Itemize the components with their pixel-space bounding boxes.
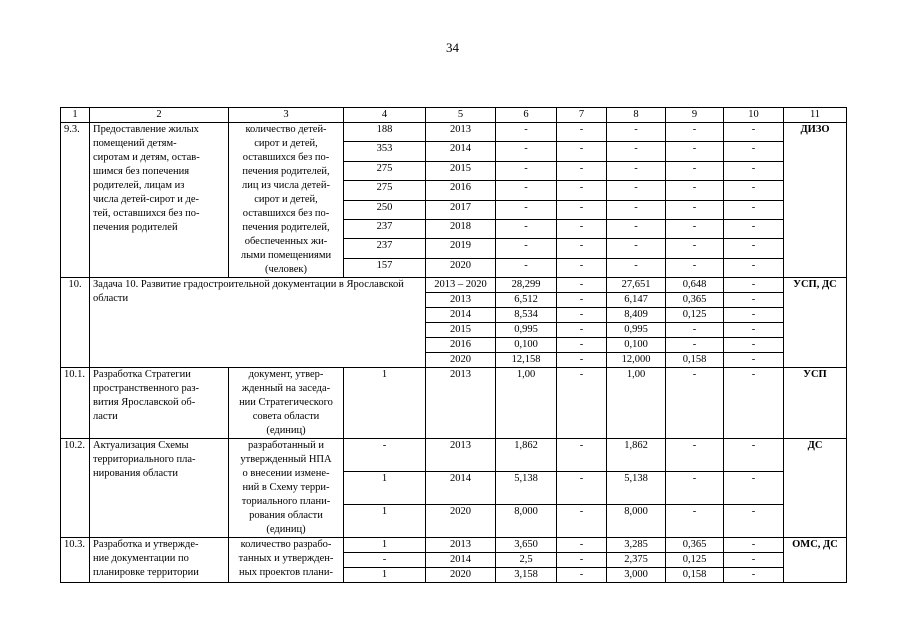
value-cell: - xyxy=(666,472,724,505)
responsible: УСП, ДС xyxy=(784,278,847,368)
table-row xyxy=(61,123,847,142)
value-cell: 0,158 xyxy=(666,353,724,368)
column-header: 2 xyxy=(90,108,229,123)
value-cell: 2020 xyxy=(426,568,496,583)
column-header: 6 xyxy=(496,108,557,123)
value-cell: 2015 xyxy=(426,323,496,338)
value-cell: 2013 xyxy=(426,538,496,553)
value-cell: 0,100 xyxy=(607,338,666,353)
column-header: 10 xyxy=(724,108,784,123)
value-cell: - xyxy=(496,181,557,200)
value-cell: - xyxy=(557,181,607,200)
item-name: Разработка и утвержде- ние документации по планировке территории xyxy=(90,538,229,583)
value-cell: - xyxy=(724,219,784,238)
value-cell: 1 xyxy=(344,538,426,553)
value-cell: - xyxy=(496,219,557,238)
value-cell: - xyxy=(724,181,784,200)
column-header: 3 xyxy=(229,108,344,123)
value-cell: 237 xyxy=(344,239,426,258)
value-cell: 2020 xyxy=(426,353,496,368)
item-name: Предоставление жилых помещений детям- сиротам и детям, остав- шимся без попечения родителей, лицам из числа детей-сирот и де- тей, оставшихся без по- печения родителей xyxy=(90,123,229,278)
value-cell: - xyxy=(607,239,666,258)
column-header: 9 xyxy=(666,108,724,123)
program-table xyxy=(60,107,847,583)
value-cell: 1 xyxy=(344,505,426,538)
responsible: ДС xyxy=(784,439,847,538)
value-cell: - xyxy=(607,258,666,277)
value-cell: - xyxy=(557,278,607,293)
item-indicator: разработанный и утвержденный НПА о внесении измене- ний в Схему терри- ториального плани- рования области (единиц) xyxy=(229,439,344,538)
value-cell: - xyxy=(607,200,666,219)
value-cell: - xyxy=(724,323,784,338)
value-cell: 0,365 xyxy=(666,538,724,553)
value-cell: 353 xyxy=(344,142,426,161)
value-cell: - xyxy=(724,258,784,277)
value-cell: - xyxy=(724,308,784,323)
value-cell: - xyxy=(557,258,607,277)
value-cell: 2020 xyxy=(426,258,496,277)
value-cell: - xyxy=(557,161,607,180)
value-cell: - xyxy=(607,181,666,200)
value-cell: - xyxy=(666,219,724,238)
value-cell: - xyxy=(724,439,784,472)
value-cell: 275 xyxy=(344,161,426,180)
item-indicator: документ, утвер- жденный на заседа- нии Стратегического совета области (единиц) xyxy=(229,368,344,439)
value-cell: 0,995 xyxy=(496,323,557,338)
value-cell: - xyxy=(666,368,724,439)
item-name: Актуализация Схемы территориального пла- нирования области xyxy=(90,439,229,538)
value-cell: - xyxy=(496,239,557,258)
value-cell: - xyxy=(724,505,784,538)
value-cell: - xyxy=(557,293,607,308)
value-cell: - xyxy=(724,553,784,568)
value-cell: 5,138 xyxy=(607,472,666,505)
value-cell: - xyxy=(666,258,724,277)
value-cell: - xyxy=(557,353,607,368)
value-cell: - xyxy=(724,142,784,161)
value-cell: - xyxy=(666,239,724,258)
value-cell: - xyxy=(724,538,784,553)
value-cell: - xyxy=(724,568,784,583)
value-cell: 2013 xyxy=(426,368,496,439)
value-cell: - xyxy=(724,239,784,258)
value-cell: - xyxy=(557,538,607,553)
value-cell: - xyxy=(724,338,784,353)
column-header: 7 xyxy=(557,108,607,123)
value-cell: - xyxy=(557,323,607,338)
value-cell: 157 xyxy=(344,258,426,277)
value-cell: - xyxy=(557,439,607,472)
value-cell: 8,000 xyxy=(607,505,666,538)
value-cell: - xyxy=(557,568,607,583)
value-cell: - xyxy=(344,439,426,472)
item-number: 10.3. xyxy=(61,538,90,583)
value-cell: 12,158 xyxy=(496,353,557,368)
value-cell: 2,375 xyxy=(607,553,666,568)
value-cell: 8,000 xyxy=(496,505,557,538)
table-row xyxy=(61,538,847,553)
column-header: 8 xyxy=(607,108,666,123)
value-cell: - xyxy=(724,293,784,308)
value-cell: 1,00 xyxy=(496,368,557,439)
value-cell: - xyxy=(557,472,607,505)
value-cell: - xyxy=(724,200,784,219)
value-cell: - xyxy=(557,200,607,219)
task-title: Задача 10. Развитие градостроительной документации в Ярославской области xyxy=(90,278,426,368)
value-cell: 2019 xyxy=(426,239,496,258)
table-row xyxy=(61,278,847,293)
value-cell: - xyxy=(724,161,784,180)
value-cell: 8,534 xyxy=(496,308,557,323)
table-body xyxy=(61,108,847,583)
value-cell: 2014 xyxy=(426,553,496,568)
value-cell: 1,862 xyxy=(607,439,666,472)
value-cell: - xyxy=(724,368,784,439)
column-header: 4 xyxy=(344,108,426,123)
item-number: 10.2. xyxy=(61,439,90,538)
value-cell: - xyxy=(557,219,607,238)
page-number: 34 xyxy=(446,40,459,55)
value-cell: 2016 xyxy=(426,338,496,353)
value-cell: - xyxy=(496,161,557,180)
value-cell: 237 xyxy=(344,219,426,238)
column-header: 5 xyxy=(426,108,496,123)
value-cell: 3,000 xyxy=(607,568,666,583)
value-cell: 3,158 xyxy=(496,568,557,583)
value-cell: 1 xyxy=(344,568,426,583)
value-cell: 2,5 xyxy=(496,553,557,568)
value-cell: 28,299 xyxy=(496,278,557,293)
value-cell: 2014 xyxy=(426,308,496,323)
value-cell: 27,651 xyxy=(607,278,666,293)
value-cell: 0,125 xyxy=(666,553,724,568)
value-cell: 0,995 xyxy=(607,323,666,338)
value-cell: - xyxy=(557,505,607,538)
value-cell: 250 xyxy=(344,200,426,219)
value-cell: 1 xyxy=(344,472,426,505)
responsible: ОМС, ДС xyxy=(784,538,847,583)
value-cell: 2018 xyxy=(426,219,496,238)
value-cell: - xyxy=(344,553,426,568)
value-cell: 1,00 xyxy=(607,368,666,439)
value-cell: 2013 – 2020 xyxy=(426,278,496,293)
value-cell: 2014 xyxy=(426,472,496,505)
responsible: ДИЗО xyxy=(784,123,847,278)
value-cell: 3,285 xyxy=(607,538,666,553)
value-cell: - xyxy=(666,200,724,219)
value-cell: 12,000 xyxy=(607,353,666,368)
value-cell: 8,409 xyxy=(607,308,666,323)
value-cell: - xyxy=(557,338,607,353)
value-cell: 0,125 xyxy=(666,308,724,323)
value-cell: - xyxy=(557,239,607,258)
value-cell: 2013 xyxy=(426,439,496,472)
item-number: 10. xyxy=(61,278,90,368)
value-cell: 6,512 xyxy=(496,293,557,308)
value-cell: - xyxy=(557,123,607,142)
value-cell: - xyxy=(607,142,666,161)
table-row xyxy=(61,368,847,439)
item-indicator: количество разрабо- танных и утвержден- ных проектов плани- xyxy=(229,538,344,583)
value-cell: - xyxy=(607,123,666,142)
value-cell: 2020 xyxy=(426,505,496,538)
value-cell: 0,365 xyxy=(666,293,724,308)
value-cell: - xyxy=(666,142,724,161)
value-cell: 2017 xyxy=(426,200,496,219)
value-cell: 2016 xyxy=(426,181,496,200)
value-cell: - xyxy=(607,219,666,238)
value-cell: - xyxy=(666,439,724,472)
responsible: УСП xyxy=(784,368,847,439)
value-cell: 3,650 xyxy=(496,538,557,553)
value-cell: - xyxy=(496,123,557,142)
value-cell: - xyxy=(724,123,784,142)
value-cell: - xyxy=(557,308,607,323)
item-name: Разработка Стратегии пространственного раз- вития Ярославской об- ласти xyxy=(90,368,229,439)
value-cell: 275 xyxy=(344,181,426,200)
value-cell: - xyxy=(724,353,784,368)
item-number: 9.3. xyxy=(61,123,90,278)
value-cell: - xyxy=(557,553,607,568)
value-cell: - xyxy=(724,278,784,293)
value-cell: - xyxy=(496,200,557,219)
value-cell: 2013 xyxy=(426,293,496,308)
value-cell: 2014 xyxy=(426,142,496,161)
header-row xyxy=(61,108,847,123)
value-cell: 2015 xyxy=(426,161,496,180)
value-cell: 0,648 xyxy=(666,278,724,293)
value-cell: 1 xyxy=(344,368,426,439)
table-row xyxy=(61,439,847,472)
column-header: 1 xyxy=(61,108,90,123)
value-cell: - xyxy=(666,323,724,338)
value-cell: - xyxy=(557,368,607,439)
value-cell: 5,138 xyxy=(496,472,557,505)
item-number: 10.1. xyxy=(61,368,90,439)
column-header: 11 xyxy=(784,108,847,123)
value-cell: 6,147 xyxy=(607,293,666,308)
value-cell: - xyxy=(666,338,724,353)
value-cell: - xyxy=(496,142,557,161)
value-cell: - xyxy=(724,472,784,505)
value-cell: 188 xyxy=(344,123,426,142)
value-cell: - xyxy=(666,505,724,538)
value-cell: 2013 xyxy=(426,123,496,142)
value-cell: 1,862 xyxy=(496,439,557,472)
value-cell: - xyxy=(557,142,607,161)
value-cell: 0,100 xyxy=(496,338,557,353)
value-cell: 0,158 xyxy=(666,568,724,583)
item-indicator: количество детей- сирот и детей, оставшихся без по- печения родителей, лиц из числа детей- сирот и детей, оставшихся без по- печения родителей, обеспеченных жи- лыми помещениями (человек) xyxy=(229,123,344,278)
value-cell: - xyxy=(666,123,724,142)
value-cell: - xyxy=(666,181,724,200)
value-cell: - xyxy=(496,258,557,277)
value-cell: - xyxy=(666,161,724,180)
value-cell: - xyxy=(607,161,666,180)
